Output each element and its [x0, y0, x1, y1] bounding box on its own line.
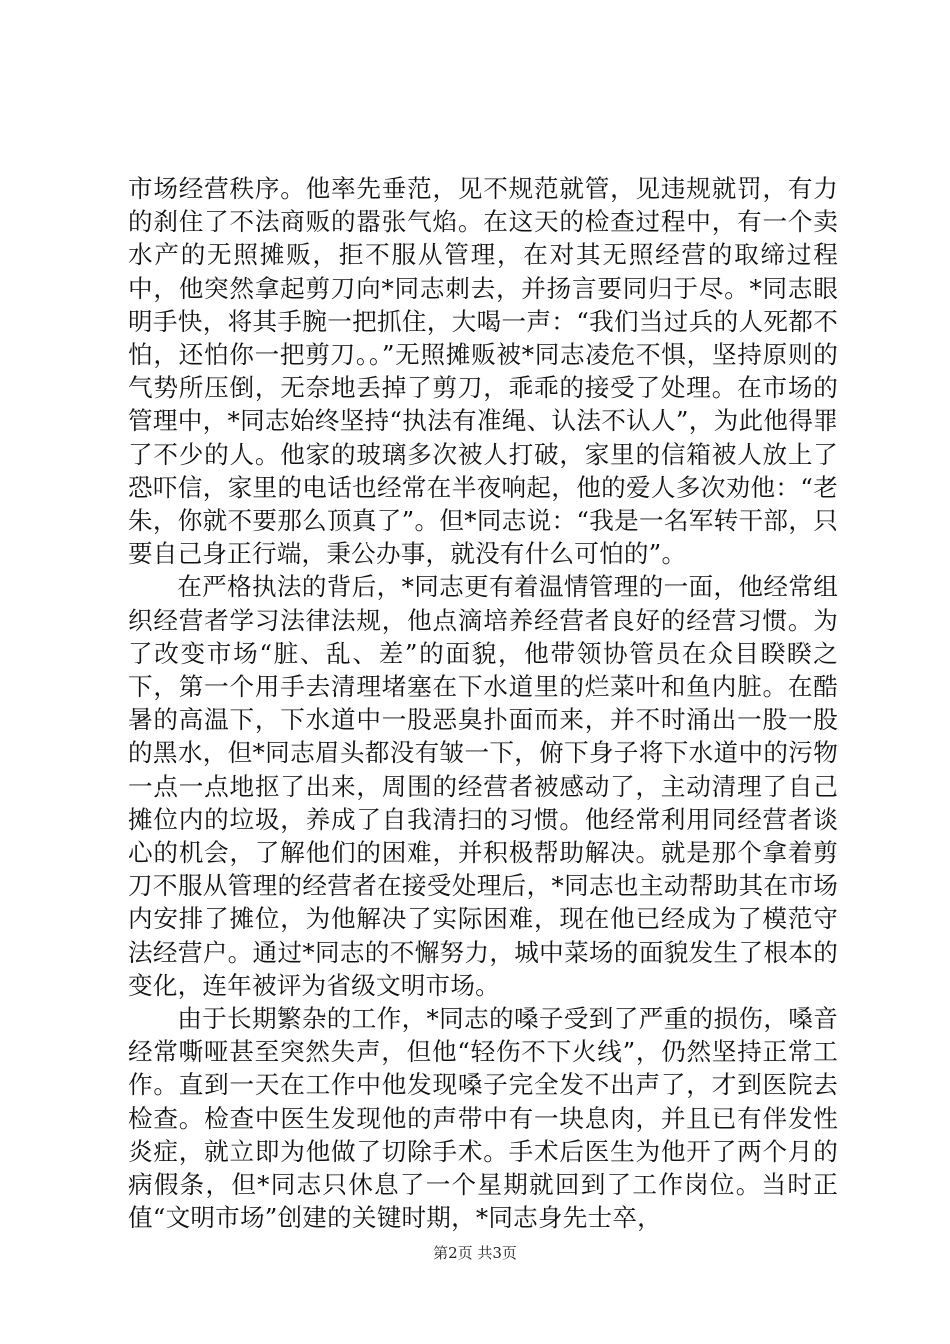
- body-text: [128, 172, 838, 1235]
- page-footer: 第2页 共3页: [433, 1244, 517, 1262]
- paragraph-1: 市场经营秩序。他率先垂范，见不规范就管，见违规就罚，有力的刹住了不法商贩的嚣张气焰。在这天的检查过程中，有一个卖水产的无照摊贩，拒不服从管理，在对其无照经营的取缔过程中，他突然拿起剪刀向*同志刺去，并扬言要同归于尽。*同志眼明手快，将其手腕一把抓住，大喝一声：“我们当过兵的人死都不怕，还怕你一把剪刀。。”无照摊贩被*同志凌危不惧，坚持原则的气势所压倒，无奈地丢掉了剪刀，乖乖的接受了处理。在市场的管理中，*同志始终坚持“执法有准绳、认法不认人”，为此他得罪了不少的人。他家的玻璃多次被人打破，家里的信箱被人放上了恐吓信，家里的电话也经常在半夜响起，他的爱人多次劝他：“老朱，你就不要那么顶真了”。但*同志说：“我是一名军转干部，只要自己身正行端，秉公办事，就没有什么可怕的”。: [128, 174, 838, 569]
- paragraph-3: 由于长期繁杂的工作，*同志的嗓子受到了严重的损伤，嗓音经常嘶哑甚至突然失声，但他“轻伤不下火线”，仍然坚持正常工作。直到一天在工作中他发现嗓子完全发不出声了，才到医院去检查。检查中医生发现他的声带中有一块息肉，并且已有伴发性炎症，就立即为他做了切除手术。手术后医生为他开了两个月的病假条，但*同志只休息了一个星期就回到了工作岗位。当时正值“文明市场”创建的关键时期，*同志身先士卒，: [128, 1004, 838, 1233]
- paragraph-2: 在严格执法的背后，*同志更有着温情管理的一面，他经常组织经营者学习法律法规，他点滴培养经营者良好的经营习惯。为了改变市场“脏、乱、差”的面貌，他带领协管员在众目睽睽之下，第一个用手去清理堵塞在下水道里的烂菜叶和鱼内脏。在酷暑的高温下，下水道中一股恶臭扑面而来，并不时涌出一股一股的黑水，但*同志眉头都没有皱一下，俯下身子将下水道中的污物一点一点地抠了出来，周围的经营者被感动了，主动清理了自己摊位内的垃圾，养成了自我清扫的习惯。他经常利用同经营者谈心的机会，了解他们的困难，并积极帮助解决。就是那个拿着剪刀不服从管理的经营者在接受处理后，*同志也主动帮助其在市场内安排了摊位，为他解决了实际困难，现在他已经成为了模范守法经营户。通过*同志的不懈努力，城中菜场的面貌发生了根本的变化，连年被评为省级文明市场。: [128, 572, 838, 1000]
